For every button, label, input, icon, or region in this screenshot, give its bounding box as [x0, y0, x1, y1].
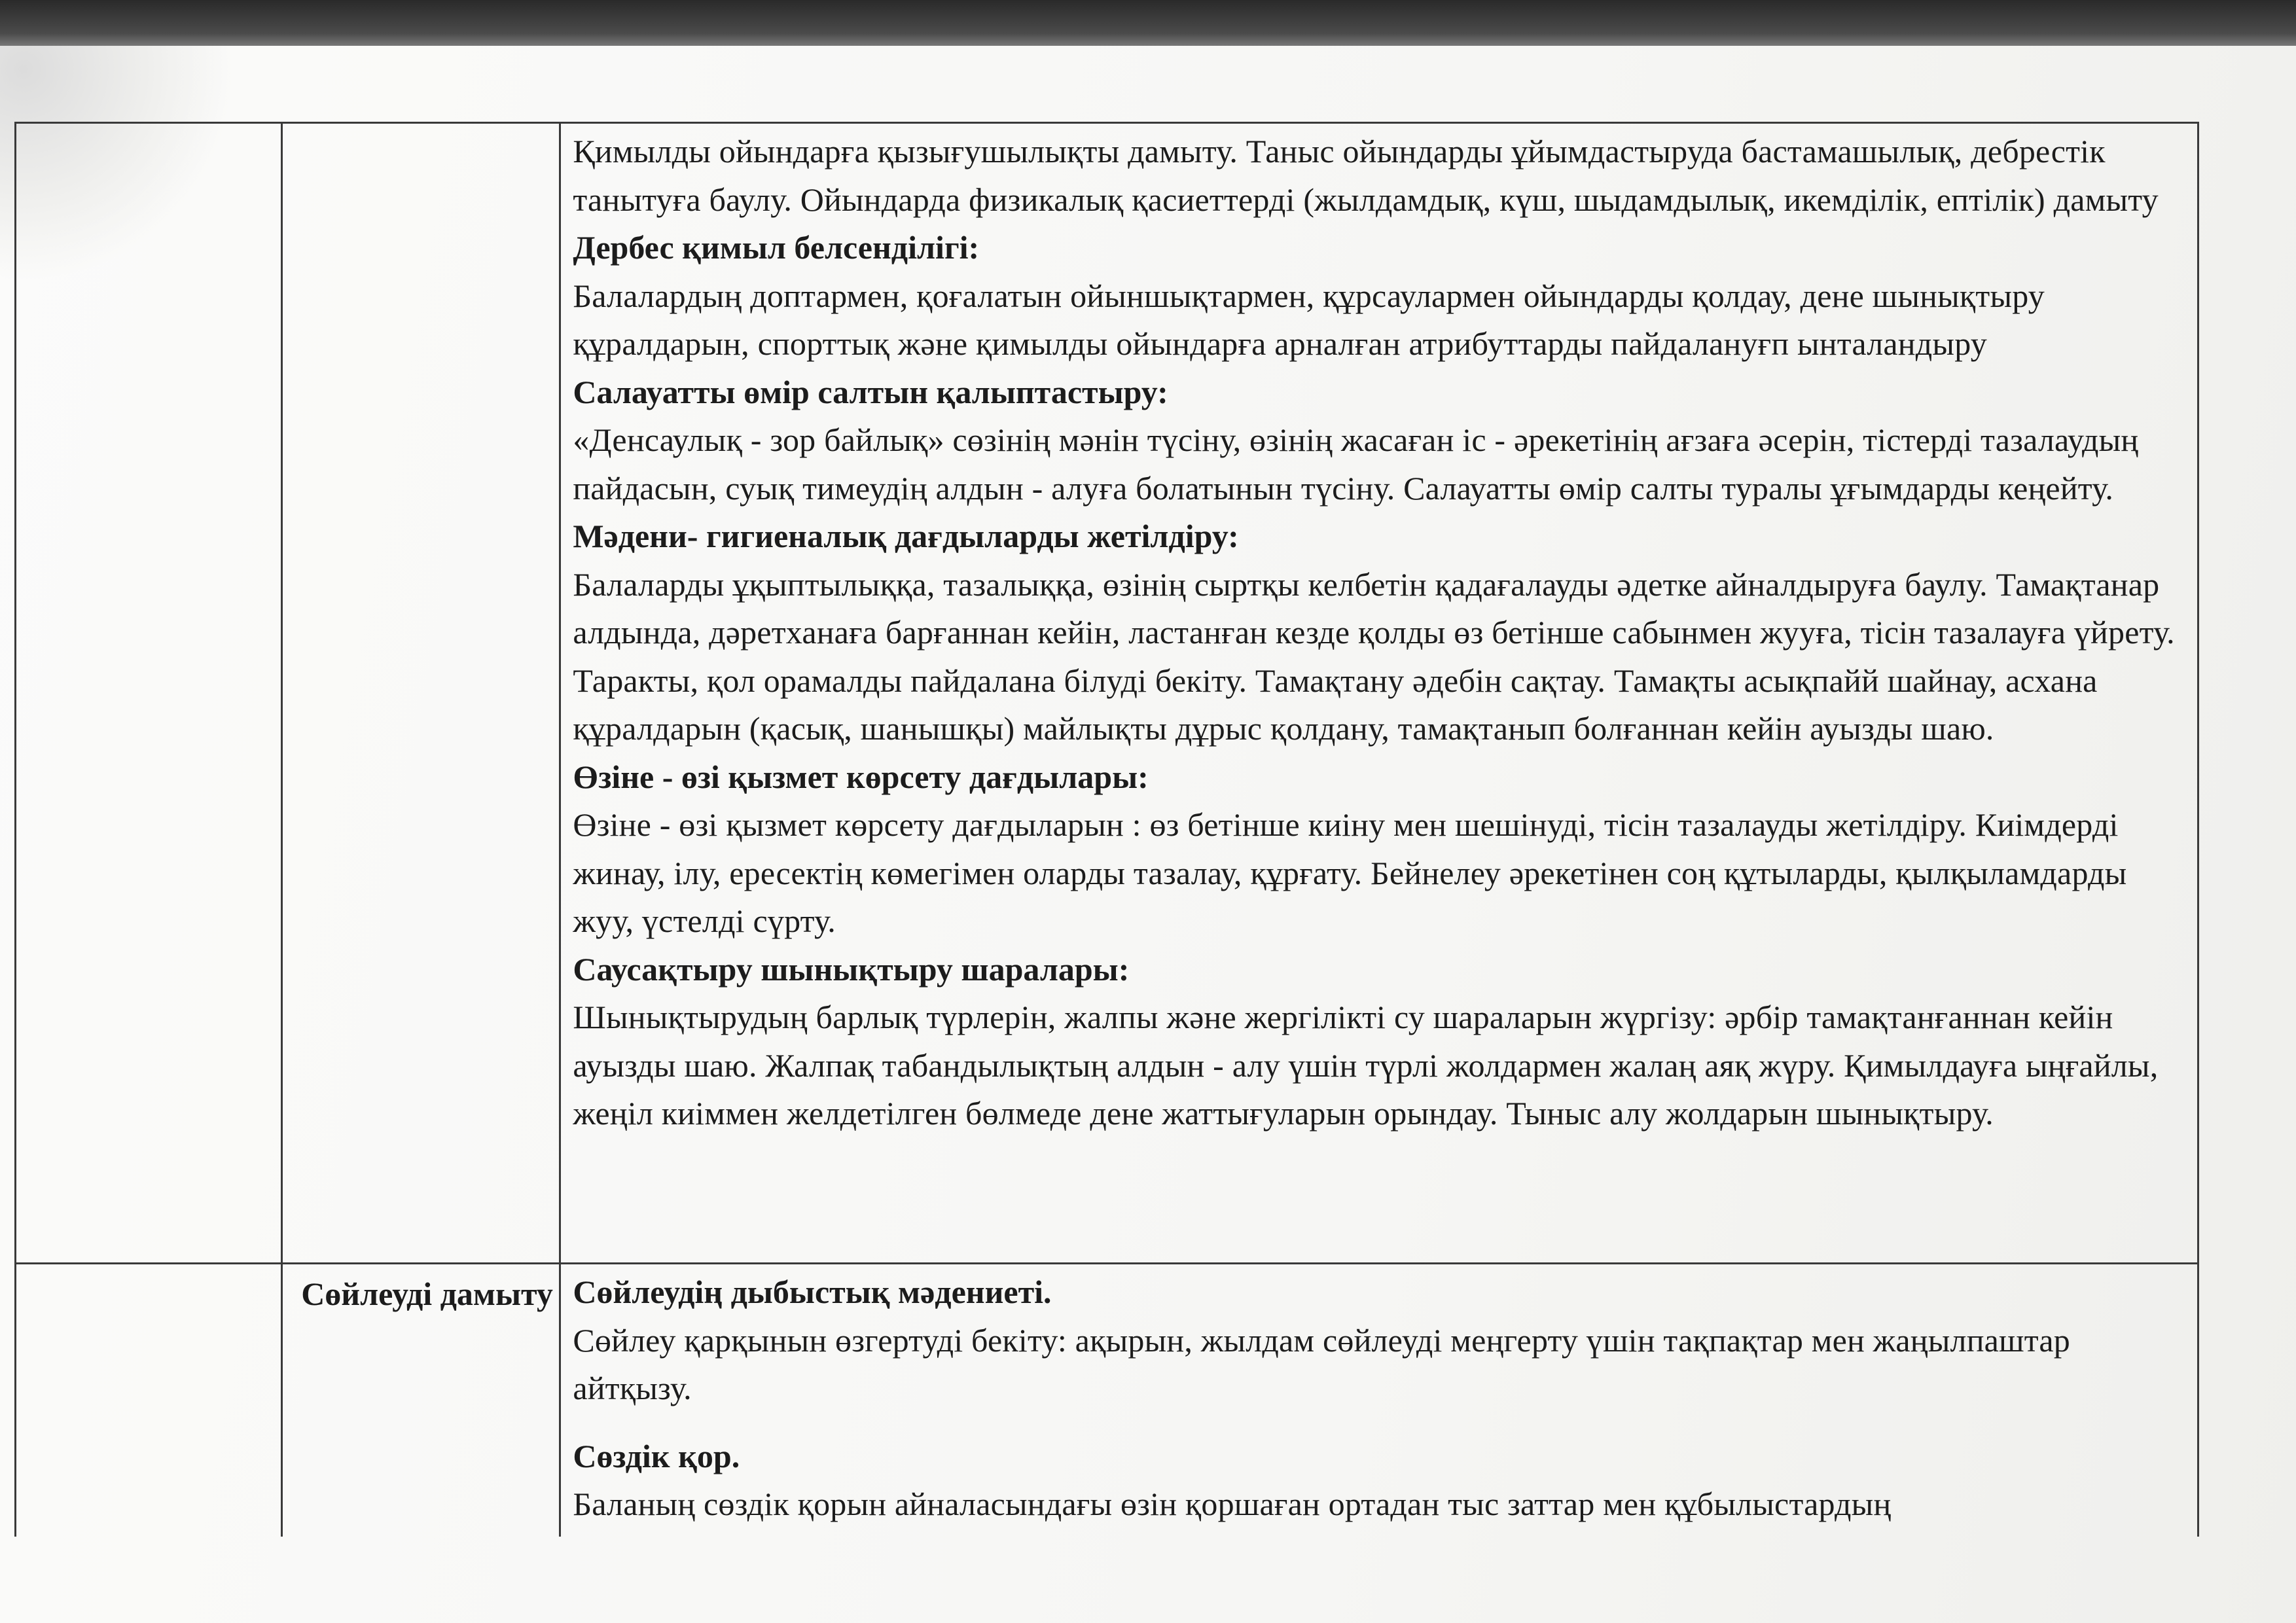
- paragraph: Балалардың доптармен, қоғалатын ойыншықтармен, құрсаулармен ойындарды қолдау, дене шынықтыру құралдарын, спорттық және қимылды ойындарға арналған атрибуттарды пайдалануғп ынталандыру: [573, 277, 2045, 362]
- curriculum-table: [14, 122, 2199, 1537]
- category-cell: [282, 1264, 560, 1537]
- content-cell: [560, 123, 2198, 1264]
- paragraph: Шынықтырудың барлық түрлерін, жалпы және жергілікті су шараларын жүргізу: әрбір тамақтанғаннан кейін ауызды шаю. Жалпақ табандылықтың алдын - алу үшін түрлі жолдармен жалаң аяқ жүру. Қимылдауға ыңғайлы, жеңіл киіммен желдетілген бөлмеде дене жаттығуларын орындау. Тыныс алу жолдарын шынықтыру.: [573, 999, 2159, 1132]
- paragraph: Балаларды ұқыптылыққа, тазалыққа, өзінің сыртқы келбетін қадағалауды әдетке айналдыруға баулу. Тамақтанар алдында, дәретханаға барғаннан кейін, ластанған кезде қолды өз бетінше сабынмен жууға, тісін тазалауға үйрету. Таракты, қол орамалды пайдалана білуді бекіту. Тамақтану әдебін сақтау. Тамақты асықпайй шайнау, асхана құралдарын (қасық, шанышқы) майлықты дұрыс қолдану, тамақтанып болғаннан кейін ауызды шаю.: [573, 565, 2175, 747]
- section-heading: Саусақтыру шынықтыру шаралары:: [573, 950, 1130, 988]
- content-cell: [560, 1264, 2198, 1537]
- section-heading: Дербес қимыл белсенділігі:: [573, 229, 980, 266]
- content-blocks: [561, 124, 2197, 1143]
- section-heading: Сөздік қор.: [573, 1437, 740, 1474]
- paragraph: Сөйлеу қарқынын өзгертуді бекіту: ақырын, жылдам сөйлеуді меңгерту үшін тақпақтар мен жаңылпаштар айтқызу.: [573, 1321, 2070, 1406]
- category-cell: [282, 123, 560, 1264]
- paragraph: Өзіне - өзі қызмет көрсету дағдыларын : өз бетінше киіну мен шешінуді, тісін тазалауды жетілдіру. Киімдерді жинау, ілу, ересектің көмегімен оларды тазалау, құрғату. Бейнелеу әрекетінен соң құтыларды, қылқыламдарды жуу, үстелді сүрту.: [573, 806, 2127, 939]
- spacer: [573, 1413, 2184, 1433]
- table-row: [16, 123, 2198, 1264]
- blank-column-cell: [16, 1264, 282, 1537]
- content-blocks: [561, 1264, 2197, 1529]
- paragraph: Қимылды ойындарға қызығушылықты дамыту. Таныс ойындарды ұйымдастыруда бастамашылық, дебрестік танытуға баулу. Ойындарда физикалық қасиеттерді (жылдамдық, күш, шыдамдылық, икемділік, ептілік) дамыту: [573, 133, 2159, 218]
- paragraph: «Денсаулық - зор байлық» сөзінің мәнін түсіну, өзінің жасаған іс - әрекетінің ағзаға әсерін, тістерді тазалаудың пайдасын, суық тимеудің алдын - алуға болатынын түсіну. Салауатты өмір салты туралы ұғымдарды кеңейту.: [573, 421, 2139, 507]
- category-label: Сөйлеуді дамыту: [301, 1275, 553, 1312]
- section-heading: Салауатты өмір салтын қалыптастыру:: [573, 373, 1168, 410]
- paragraph: Баланың сөздік қорын айналасындағы өзін қоршаған ортадан тыс заттар мен құбылыстардың: [573, 1486, 1892, 1522]
- section-heading: Мәдени- гигиеналық дағдыларды жетілдіру:: [573, 518, 1239, 554]
- section-heading: Өзіне - өзі қызмет көрсету дағдылары:: [573, 758, 1149, 795]
- blank-column-cell: [16, 123, 282, 1264]
- table-row: [16, 1264, 2198, 1537]
- section-heading: Сөйлеудің дыбыстық мәдениеті.: [573, 1274, 1052, 1310]
- category-label: [283, 124, 559, 130]
